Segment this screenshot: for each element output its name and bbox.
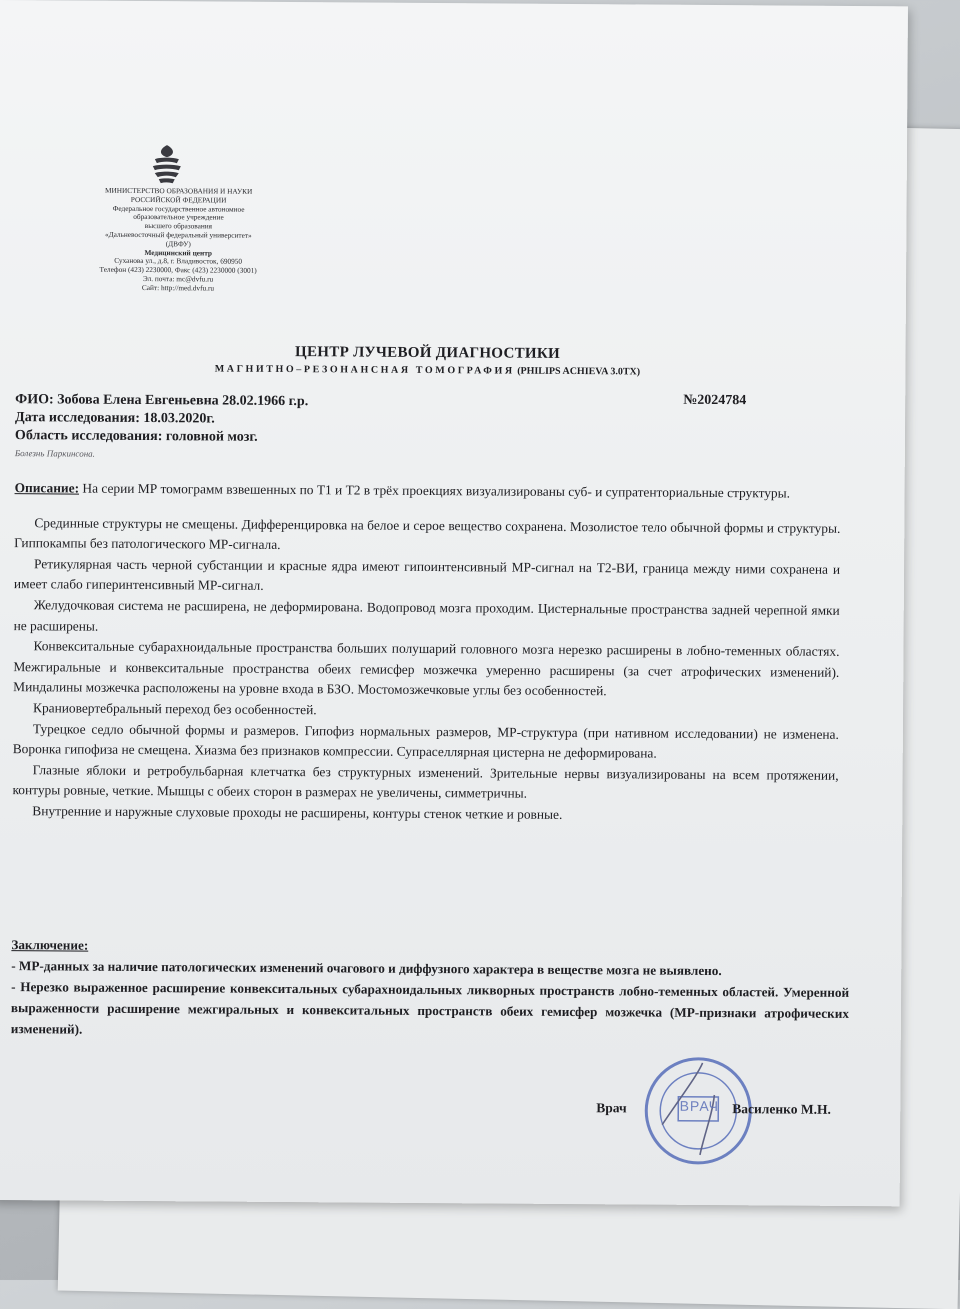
org-line: высшего образования	[144, 221, 213, 231]
doctor-role: Врач	[596, 1100, 627, 1116]
patient-name: ФИО: Зобова Елена Евгеньевна 28.02.1966 г.р.	[15, 392, 309, 410]
description-paragraph: Турецкое седло обычной формы и размеров. Гипофиз нормальных размеров, МР-структура (при нативном исследовании) не изменена. Воронка гипофиза не смещена. Хиазма без признаков компрессии. Супраселлярная цистерна не деформирована.	[12, 720, 839, 761]
org-line: (ДВФУ)	[165, 238, 191, 249]
subtitle-method: МАГНИТНО–РЕЗОНАНСНАЯ ТОМОГРАФИЯ	[214, 363, 515, 377]
description-section	[12, 478, 840, 827]
org-line: образовательное учреждение	[133, 212, 224, 222]
description-paragraph: Краниовертебральный переход без особенностей.	[33, 700, 317, 718]
org-line: Федеральное государственное автономное	[112, 203, 245, 214]
org-line: Суханова ул., д.8, г. Владивосток, 690950	[114, 256, 243, 267]
conclusion-item: - МР-данных за наличие патологических изменений очагового и диффузного характера в веществе мозга не выявлено.	[11, 958, 722, 979]
exam-date: Дата исследования: 18.03.2020г.	[15, 410, 215, 427]
exam-area: Область исследования: головной мозг.	[14, 428, 258, 445]
stamp-label: ВРАЧ	[679, 1097, 720, 1115]
org-line: «Дальневосточный федеральный университет»	[104, 229, 252, 240]
org-line: МИНИСТЕРСТВО ОБРАЗОВАНИЯ И НАУКИ	[104, 185, 253, 196]
subtitle	[0, 362, 857, 379]
description-intro-text: На серии МР томограмм взвешенных по Т1 и Т2 в трёх проекциях визуализированы суб- и супратенториальные структуры.	[82, 480, 791, 501]
org-line: РОССИЙСКОЙ ФЕДЕРАЦИИ	[130, 194, 227, 205]
description-paragraph: Внутренние и наружные слуховые проходы не расширены, контуры стенок четкие и ровные.	[32, 803, 563, 822]
diagnosis-note: Болезнь Паркинсона.	[14, 448, 95, 459]
description-paragraph: Глазные яблоки и ретробульбарная клетчатка без структурных изменений. Зрительные нервы визуализированы на всем протяжении, контуры ровные, четкие. Мышцы с обеих сторон в размерах не увеличены, симметричны.	[12, 761, 839, 802]
conclusion-label: Заключение:	[11, 937, 89, 953]
description-label: Описание:	[14, 480, 80, 496]
org-line: Медицинский центр	[144, 247, 213, 258]
university-logo-icon	[149, 143, 185, 185]
description-paragraph: Желудочковая система не расширена, не деформирована. Водопровод мозга проходим. Цистернальные пространства задней черепной ямки не расширены.	[13, 597, 840, 634]
description-intro	[15, 478, 841, 504]
organization-header	[78, 187, 279, 294]
document-number: №2024784	[683, 392, 747, 409]
org-line: Сайт: http://med.dvfu.ru	[141, 282, 215, 293]
description-paragraph: Срединные структуры не смещены. Дифференцировка на белое и серое вещество сохранена. Мозолистое тело обычной формы и структуры. Гиппокампы без патологического МР-сигнала.	[14, 514, 841, 553]
org-line: Телефон (423) 2230000, Факс (423) 2230000 (3001)	[99, 264, 257, 275]
description-paragraph: Конвекситальные субарахноидальные пространства больших полушарий головного мозга нерезко расширены в лобно-теменных областях. Межгиральные и конвекситальные пространства обеих гемисфер мозжечка умеренно расширены (за счет атрофических изменений). Миндалины мозжечка расположены на уровне входа в БЗО. Мостомозжечковые углы без особенностей.	[13, 638, 840, 699]
conclusion-item: - Нерезко выраженное расширение конвекситальных субарахноидальных ликворных пространств лобно-теменных областей. Умеренной выраженности расширение межгиральных и конвекситальных пространств обеих гемисфер мозжечка (МР-признаки атрофических изменений).	[10, 979, 850, 1037]
conclusion-section	[11, 934, 850, 1045]
doctor-name: Василенко М.Н.	[732, 1101, 831, 1117]
subtitle-model: (PHILIPS ACHIEVA 3.0TX)	[517, 365, 641, 378]
org-line: Эл. почта: mc@dvfu.ru	[142, 273, 214, 284]
center-title: ЦЕНТР ЛУЧЕВОЙ ДИАГНОСТИКИ	[294, 344, 561, 362]
description-paragraph: Ретикулярная часть черной субстанции и красные ядра имеют гипоинтенсивный МР-сигнал на Т2-ВИ, граница между ними сохранена и имеет слабо гиперинтенсивный МР-сигнал.	[13, 556, 841, 594]
